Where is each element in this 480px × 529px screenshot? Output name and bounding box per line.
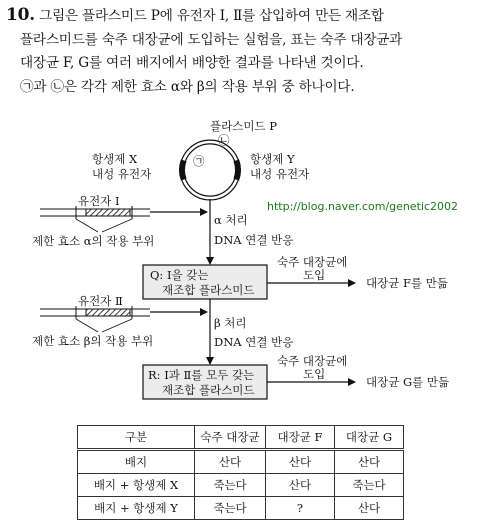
antibiotic-y-label-2: 내성 유전자	[250, 167, 310, 181]
table-cell: 산다	[335, 497, 404, 520]
table-cell: 배지 + 항생제 X	[78, 474, 195, 497]
antibiotic-x-label-2: 내성 유전자	[92, 167, 152, 181]
table-header-row	[78, 426, 404, 450]
box-q-line1: Q: Ⅰ을 갖는	[150, 268, 209, 282]
gene2-site-label: 제한 효소 β의 작용 부위	[32, 334, 154, 348]
step2-enzyme: β 처리	[214, 316, 247, 330]
box-q-line2: 재조합 플라스미드	[162, 283, 255, 297]
results-table	[77, 425, 404, 520]
table-cell: 죽는다	[195, 474, 266, 497]
box-r-line1: R: Ⅰ과 Ⅱ를 모두 갖는	[148, 368, 255, 382]
result-g: 대장균 G를 만듦	[366, 375, 450, 389]
site-marker-a: ㉠	[193, 154, 205, 168]
question-line-3: 대장균 F, G를 여러 배지에서 배양한 결과를 나타낸 것이다.	[20, 55, 364, 71]
question-line-1: 10. 그림은 플라스미드 P에 유전자 Ⅰ, Ⅱ를 삽입하여 만든 재조합	[6, 5, 384, 25]
table-cell: 산다	[266, 450, 335, 474]
table-header-cell: 구분	[78, 426, 195, 450]
table-row	[78, 474, 404, 497]
gene2-label: 유전자 Ⅱ	[78, 294, 123, 308]
gene1-label: 유전자 Ⅰ	[78, 194, 120, 208]
host2-line1: 숙주 대장균에	[277, 354, 348, 368]
resistance-gene-x-segment	[182, 160, 184, 179]
resistance-gene-y-segment	[236, 160, 238, 179]
host1-line2: 도입	[303, 268, 326, 282]
question-line-2: 플라스미드를 숙주 대장균에 도입하는 실험을, 표는 숙주 대장균과	[20, 32, 403, 48]
result-f: 대장균 F를 만듦	[366, 276, 448, 290]
table-cell: 배지 + 항생제 Y	[78, 497, 195, 520]
question-number: 10.	[6, 5, 35, 25]
step1-enzyme: α 처리	[214, 213, 248, 227]
step1-ligation: DNA 연결 반응	[214, 233, 294, 247]
site-marker-b: ㉡	[218, 133, 230, 147]
box-r-line2: 재조합 플라스미드	[162, 383, 255, 397]
table-cell: 산다	[266, 474, 335, 497]
gene1-dna	[40, 206, 150, 232]
table-header-cell: 숙주 대장균	[195, 426, 266, 450]
host1-line1: 숙주 대장균에	[277, 255, 348, 269]
table-cell: 산다	[335, 450, 404, 474]
table-header-cell: 대장균 G	[335, 426, 404, 450]
host2-line2: 도입	[303, 367, 326, 381]
table-header-cell: 대장균 F	[266, 426, 335, 450]
table-row	[78, 450, 404, 474]
table-cell: ?	[266, 497, 335, 520]
table-cell: 배지	[78, 450, 195, 474]
table-cell: 죽는다	[195, 497, 266, 520]
plasmid-p	[182, 142, 238, 198]
gene2-dna	[40, 306, 150, 332]
gene1-site-label: 제한 효소 α의 작용 부위	[32, 234, 155, 248]
antibiotic-y-label: 항생제 Y	[250, 152, 295, 166]
step2-ligation: DNA 연결 반응	[214, 335, 294, 349]
table-cell: 산다	[195, 450, 266, 474]
question-line-4: ㉠과 ㉡은 각각 제한 효소 α와 β의 작용 부위 중 하나이다.	[20, 79, 355, 95]
plasmid-label: 플라스미드 P	[210, 119, 277, 133]
antibiotic-x-label: 항생제 X	[92, 152, 138, 166]
table-cell: 죽는다	[335, 474, 404, 497]
watermark-url: http://blog.naver.com/genetic2002	[267, 200, 459, 213]
table-row	[78, 497, 404, 520]
